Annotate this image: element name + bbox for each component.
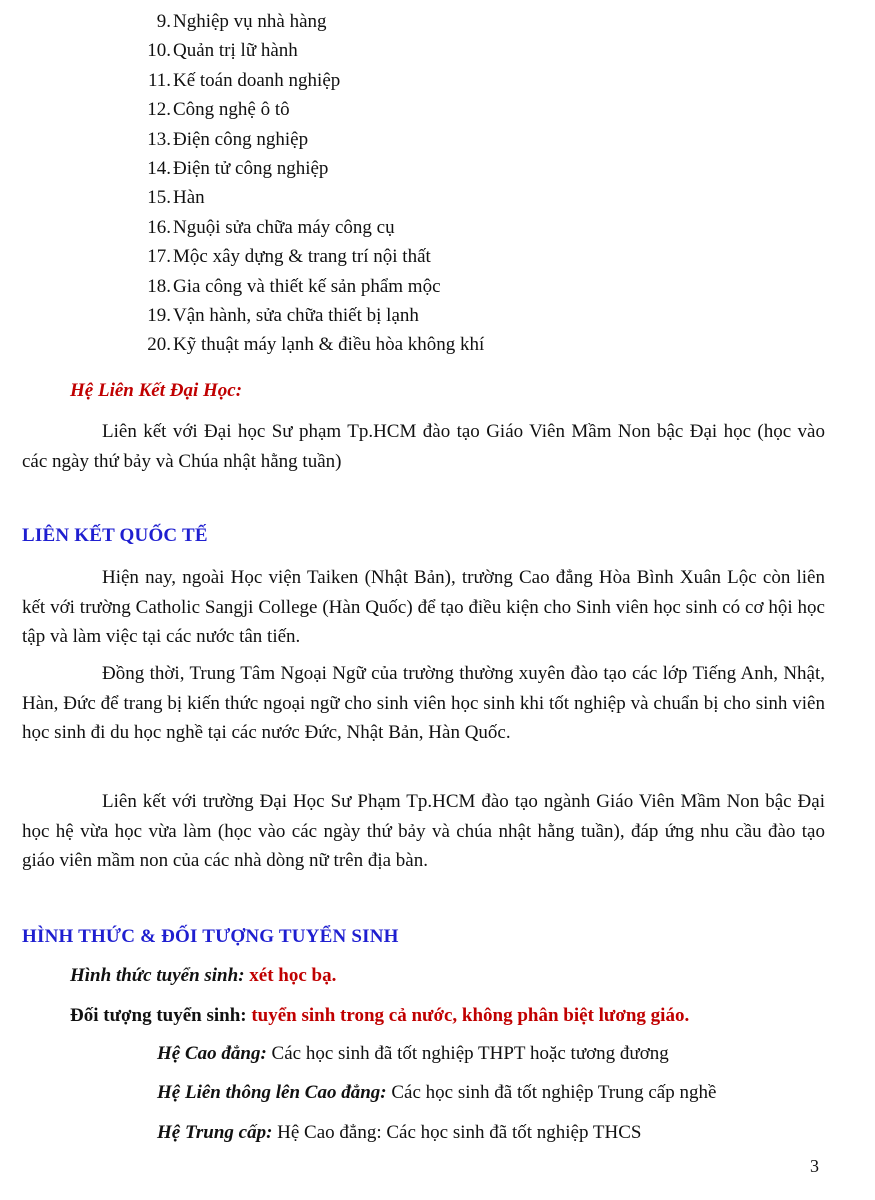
international-paragraph-2: Đồng thời, Trung Tâm Ngoại Ngữ của trường thường xuyên đào tạo các lớp Tiếng Anh, Nhật, Hàn, Đức để trang bị kiến thức ngoại ngữ cho sinh viên học sinh khi tốt nghiệp và chuẩn bị cho sinh viên học sinh đi du học nghề tại các nước Đức, Nhật Bản, Hàn Quốc.	[22, 663, 825, 743]
international-paragraph-3: Liên kết với trường Đại Học Sư Phạm Tp.HCM đào tạo ngành Giáo Viên Mầm Non bậc Đại học hệ vừa học vừa làm (học vào các ngày thứ bảy và chúa nhật hằng tuần), đáp ứng nhu cầu đào tạo giáo viên mầm non của các nhà dòng nữ trên địa bàn.	[22, 791, 825, 871]
list-item: 20. Kỹ thuật máy lạnh & điều hòa không khí	[147, 334, 485, 356]
college-line: Hệ Cao đẳng: Các học sinh đã tốt nghiệp THPT hoặc tương đương	[157, 1043, 669, 1064]
international-paragraph-1: Hiện nay, ngoài Học viện Taiken (Nhật Bản), trường Cao đẳng Hòa Bình Xuân Lộc còn liên kết với trường Catholic Sangji College (Hàn Quốc) để tạo điều kiện cho Sinh viên học sinh có cơ hội học tập và làm việc tại các nước tân tiến.	[22, 567, 825, 647]
list-item: 13. Điện công nghiệp	[147, 128, 309, 150]
admission-heading: HÌNH THỨC & ĐỐI TƯỢNG TUYỂN SINH	[22, 926, 399, 947]
list-item: 16. Nguội sửa chữa máy công cụ	[147, 216, 395, 238]
list-item: 10. Quản trị lữ hành	[147, 40, 298, 62]
list-item: 18. Gia công và thiết kế sản phẩm mộc	[147, 275, 441, 297]
list-item: 9. Nghiệp vụ nhà hàng	[156, 11, 327, 32]
admission-form-line: Hình thức tuyển sinh: xét học bạ.	[70, 965, 337, 986]
list-item: 12. Công nghệ ô tô	[147, 99, 290, 121]
bridge-line: Hệ Liên thông lên Cao đẳng: Các học sinh đã tốt nghiệp Trung cấp nghề	[157, 1082, 717, 1103]
list-item: 19. Vận hành, sửa chữa thiết bị lạnh	[147, 304, 419, 326]
international-heading: LIÊN KẾT QUỐC TẾ	[22, 525, 208, 546]
university-link-paragraph: Liên kết với Đại học Sư phạm Tp.HCM đào tạo Giáo Viên Mầm Non bậc Đại học (học vào các ngày thứ bảy và Chúa nhật hằng tuần)	[22, 421, 825, 472]
admission-target-line: Đối tượng tuyển sinh: tuyển sinh trong cả nước, không phân biệt lương giáo.	[70, 1005, 690, 1026]
list-item: 15. Hàn	[147, 187, 205, 209]
list-item: 17. Mộc xây dựng & trang trí nội thất	[147, 246, 431, 268]
page-number: 3	[810, 1156, 819, 1176]
list-item: 14. Điện tử công nghiệp	[147, 157, 329, 179]
university-link-heading: Hệ Liên Kết Đại Học:	[70, 380, 243, 401]
training-list	[145, 7, 484, 360]
intermediate-line: Hệ Trung cấp: Hệ Cao đẳng: Các học sinh đã tốt nghiệp THCS	[157, 1122, 642, 1143]
list-item: 11. Kế toán doanh nghiệp	[147, 69, 341, 91]
